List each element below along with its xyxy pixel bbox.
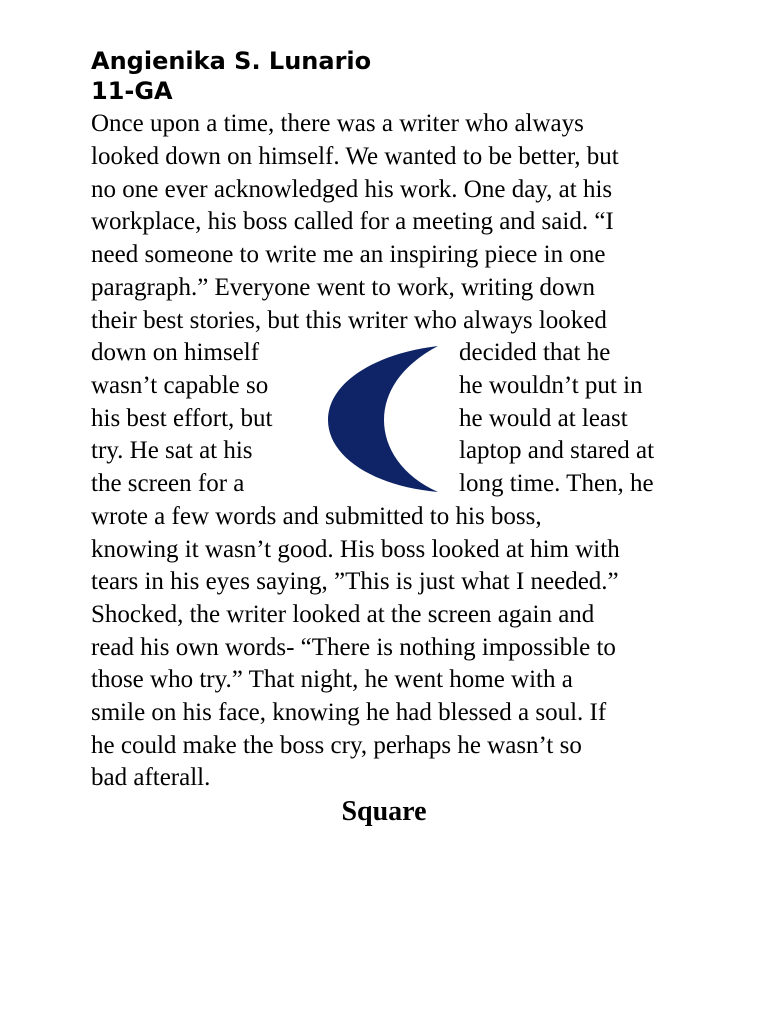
story-line-right: long time. Then, he <box>459 470 654 497</box>
story-line: wrote a few words and submitted to his boss, <box>91 503 542 530</box>
story-line: he could make the boss cry, perhaps he wasn’t so <box>91 732 582 759</box>
story-line: looked down on himself. We wanted to be better, but <box>91 143 619 170</box>
story-line-left: down on himself <box>91 339 260 366</box>
story-line-left: wasn’t capable so <box>91 372 269 399</box>
crescent-moon-icon <box>322 344 444 494</box>
story-line: their best stories, but this writer who always looked <box>91 307 607 334</box>
story-line: workplace, his boss called for a meeting and said. “I <box>91 208 614 235</box>
story-line: smile on his face, knowing he had blessed a soul. If <box>91 699 607 726</box>
story-line: Shocked, the writer looked at the screen again and <box>91 601 595 628</box>
section-label: 11-GA <box>91 77 173 105</box>
image-caption: Square <box>341 796 427 827</box>
author-name: Angienika S. Lunario <box>91 47 372 75</box>
story-line-right: decided that he <box>459 339 611 366</box>
story-line: paragraph.” Everyone went to work, writing down <box>91 274 596 301</box>
story-line: bad afterall. <box>91 764 211 791</box>
story-line-right: laptop and stared at <box>459 437 655 464</box>
story-line: Once upon a time, there was a writer who always <box>91 110 584 137</box>
story-line: read his own words- “There is nothing impossible to <box>91 634 616 661</box>
story-line-left: the screen for a <box>91 470 245 497</box>
story-line: no one ever acknowledged his work. One day, at his <box>91 176 613 203</box>
story-line: need someone to write me an inspiring piece in one <box>91 241 606 268</box>
story-line: knowing it wasn’t good. His boss looked at him with <box>91 536 620 563</box>
story-line-left: his best effort, but <box>91 405 273 432</box>
story-line-left: try. He sat at his <box>91 437 253 464</box>
story-line-right: he wouldn’t put in <box>459 372 643 399</box>
story-line-right: he would at least <box>459 405 628 432</box>
story-line: those who try.” That night, he went home with a <box>91 666 573 693</box>
crescent-moon-shape <box>328 346 438 492</box>
story-line: tears in his eyes saying, ”This is just what I needed.” <box>91 568 619 595</box>
